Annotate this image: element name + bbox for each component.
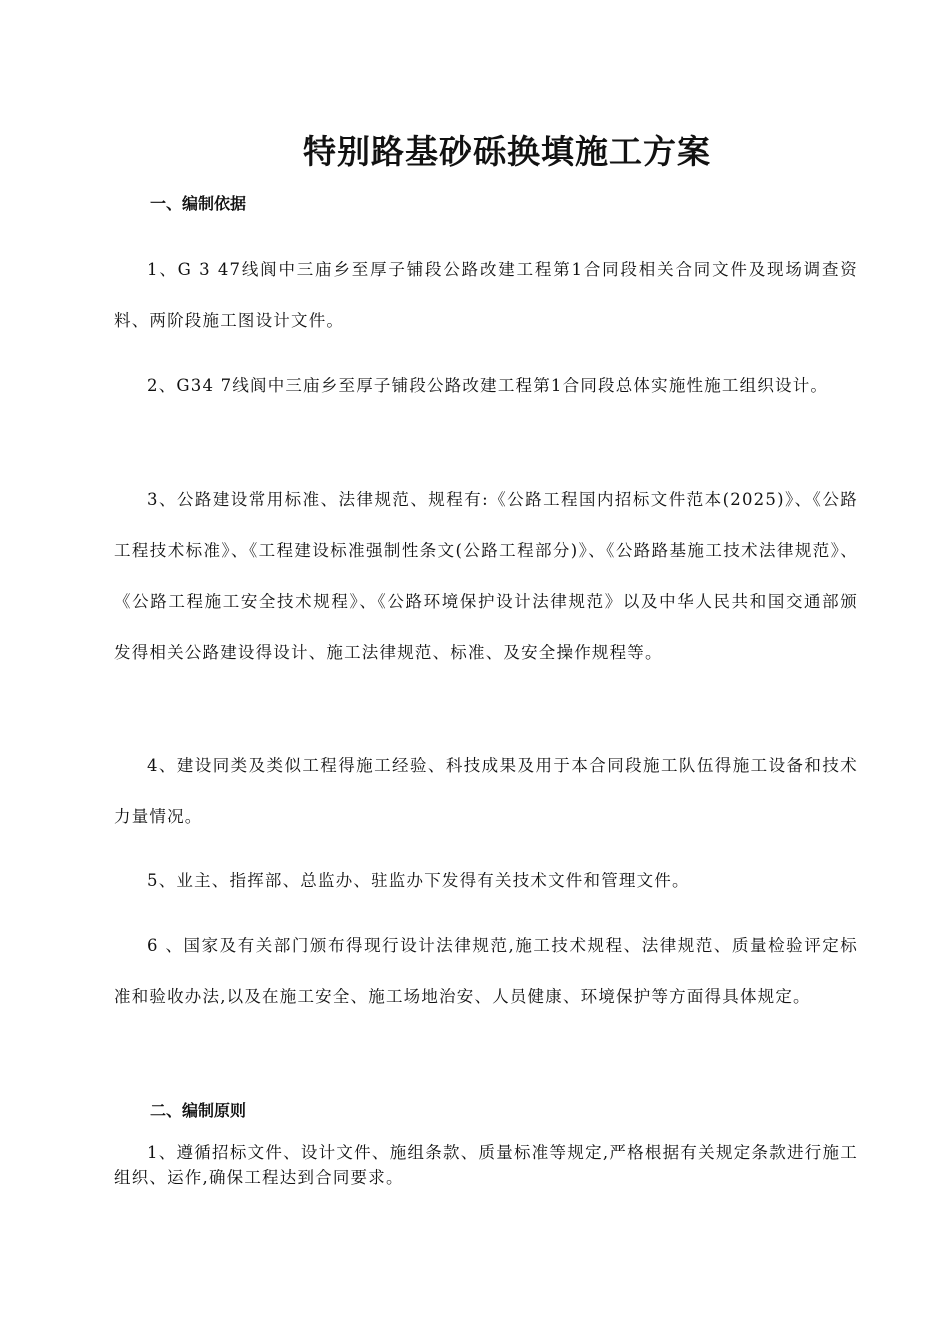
paragraph-basis-3: 3、公路建设常用标准、法律规范、规程有:《公路工程国内招标文件范本(2025)》、《公路工程技术标准》、《工程建设标准强制性条文(公路工程部分)》、《公路路基施工技术法律规范》、《公路工程施工安全技术规程》、《公路环境保护设计法律规范》以及中华人民共和国交通部颁发得相关公路建设得设计、施工法律规范、标准、及安全操作规程等。 — [114, 490, 858, 662]
paragraph-principles-1: 1、遵循招标文件、设计文件、施组条款、质量标准等规定,严格根据有关规定条款进行施工组织、运作,确保工程达到合同要求。 — [114, 1143, 858, 1187]
paragraph-basis-2: 2、G34 7线阆中三庙乡至厚子铺段公路改建工程第1合同段总体实施性施工组织设计。 — [147, 376, 829, 395]
paragraph-basis-5: 5、业主、指挥部、总监办、驻监办下发得有关技术文件和管理文件。 — [147, 871, 690, 890]
paragraph-basis-1: 1、G 3 47线阆中三庙乡至厚子铺段公路改建工程第1合同段相关合同文件及现场调查资料、两阶段施工图设计文件。 — [114, 260, 858, 330]
paragraph-basis-4: 4、建设同类及类似工程得施工经验、科技成果及用于本合同段施工队伍得施工设备和技术力量情况。 — [114, 756, 858, 826]
paragraph-basis-6: 6 、国家及有关部门颁布得现行设计法律规范,施工技术规程、法律规范、质量检验评定标准和验收办法,以及在施工安全、施工场地治安、人员健康、环境保护等方面得具体规定。 — [114, 936, 858, 1006]
section-heading-principles: 二、编制原则 — [150, 1101, 247, 1120]
section-heading-basis: 一、编制依据 — [150, 194, 247, 213]
document-title: 特别路基砂砾换填施工方案 — [303, 132, 711, 171]
